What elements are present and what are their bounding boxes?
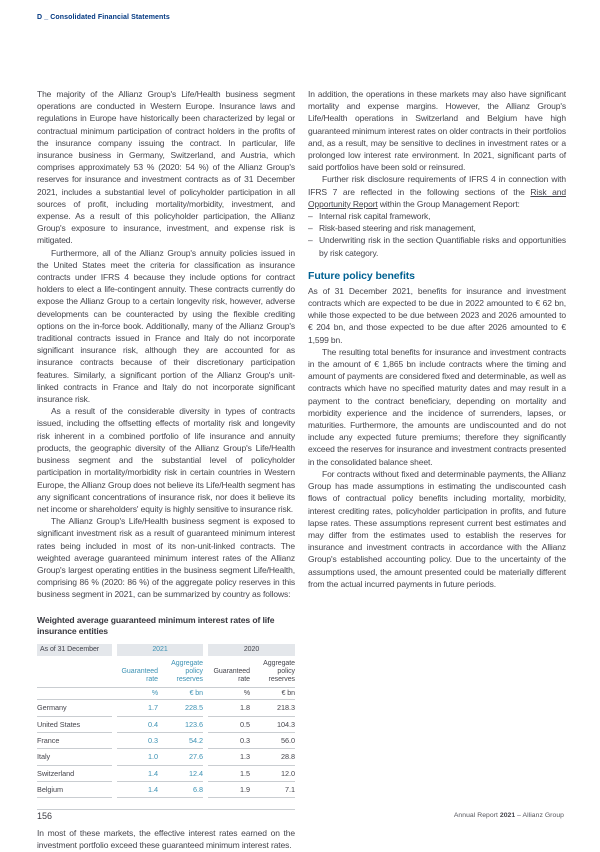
body-paragraph: As a result of the considerable diversity in types of contracts issued, including the offsetting effects of mortality risk and longevity risk inherent in a combined portfolio of life insurance and annuity products, the geographic diversity of the Allianz Group's Life/Health business segment and the substantial level of policyholder participation in mortality/morbidity risk in certain countries in Western Europe, the Allianz Group does not believe its Life/Health segment has any significant concentrations of insurance risk, nor does it believe its net income or shareholders' equity is highly sensitive to insurance risk. <box>37 406 295 514</box>
cell-france-rate-2021: 0.3 <box>117 733 158 749</box>
row-label-united-states: United States <box>37 717 112 733</box>
cell-germany-rate-2021: 1.7 <box>117 700 158 716</box>
table-as-of-label: As of 31 December <box>37 644 112 656</box>
cell-switzerland-rate-2021: 1.4 <box>117 766 158 782</box>
cell-germany-reserves-2021: 228.5 <box>158 700 203 716</box>
table-title: Weighted average guaranteed minimum interest rates of life insurance entities <box>37 614 275 636</box>
body-paragraph: The resulting total benefits for insurance and investment contracts in the amount of € 1,865 bn include contracts where the timing and amount of payments are considered fixed and determinable, as well as contracts which have no specified maturity dates and may result in a payment to the contract beneficiary, depending on mortality and morbidity experience and the incidence of surrenders, lapses, or maturities. Furthermore, the amounts are undiscounted and do not include any expected future premiums; therefore they significantly exceed the reserves for insurance and investment contracts presented in the consolidated balance sheet. <box>308 346 566 467</box>
row-label-switzerland: Switzerland <box>37 766 112 782</box>
body-paragraph: Furthermore, all of the Allianz Group's annuity policies issued in the United States meet the criteria for classification as insurance contracts under IFRS 4 because they include options for contract holders to elect a life-contingent annuity. These contracts currently do expose the Allianz Group to a certain longevity risk, however, adverse developments can be counteracted by using the flexible crediting options on the in-force book. Additionally, many of the Allianz Group's traditional contracts issued in France and Italy do not incorporate significant insurance risk, although they are accounted for as insurance contracts because of their discretionary participation features. Similarly, a significant portion of the Allianz Group's unit-linked contracts in France and Italy do not incorporate significant insurance risk. <box>37 247 295 405</box>
cell-switzerland-reserves-2020: 12.0 <box>250 766 295 782</box>
list-item <box>308 234 566 258</box>
row-label-italy: Italy <box>37 749 112 765</box>
col-header-guaranteed-rate-2021: Guaranteed rate <box>121 667 158 684</box>
table-year-2020: 2020 <box>208 644 295 656</box>
footer-report-label <box>454 812 564 819</box>
body-paragraph: The majority of the Allianz Group's Life/Health business segment operations are conducted in Western Europe. Insurance laws and regulations in Europe have historically been characterized by legal or contractual minimum participation of contract holders in the profits of the insurance company issuing the contract. In particular, life insurance business in Germany, Switzerland, and Austria, which comprises approximately 53 % (2020: 54 %) of the Allianz Group's reserves for insurance and investment contracts as of 31 December 2021, includes a substantial level of policyholder participation in all sources of profit, including mortality/morbidity, investment, and expense. As a result of this policyholder participation, the Allianz Group's exposure to insurance, investment, and expense risk is mitigated. <box>37 89 295 246</box>
row-label-germany: Germany <box>37 700 112 716</box>
cell-us-reserves-2020: 104.3 <box>250 717 295 733</box>
col-header-aggregate-reserves-2020: Aggregate policy reserves <box>263 659 295 684</box>
paragraph-text: within the Group Management Report: <box>377 198 520 209</box>
list-item <box>308 210 566 222</box>
cell-us-reserves-2021: 123.6 <box>158 717 203 733</box>
footer-text: – Allianz Group <box>515 812 564 819</box>
cell-belgium-reserves-2020: 7.1 <box>250 782 295 798</box>
cell-italy-reserves-2021: 27.6 <box>158 749 203 765</box>
body-paragraph: In addition, the operations in these markets may also have significant mortality and expense margins. However, the Allianz Group's Life/Health operations in Switzerland and Belgium have high guaranteed minimum interest rates on older contracts in their portfolios and, as a result, may be sensitive to declines in investment rates or a prolonged low interest rate environment. In 2021, significant parts of said portfolios have been sold or reinsured. <box>308 89 566 173</box>
list-item-text: Risk-based steering and risk management, <box>319 223 476 234</box>
body-paragraph: The Allianz Group's Life/Health business segment is exposed to significant investment risk as a result of guaranteed minimum interest rates being included in most of its non-unit-linked contracts. The weighted average guaranteed minimum interest rates of the Allianz Group's largest operating entities in the business segment Life/Health, comprising 86 % (2020: 86 %) of the aggregate policy reserves in this business segment in 2021, can be summarized by country as follows: <box>37 516 295 600</box>
cell-italy-rate-2021: 1.0 <box>117 749 158 765</box>
dash-bullet: – <box>308 211 313 222</box>
cell-germany-reserves-2020: 218.3 <box>250 700 295 716</box>
dash-bullet: – <box>308 223 313 234</box>
page-number: 156 <box>37 811 53 821</box>
unit-eur-bn-2020: € bn <box>250 687 295 700</box>
interest-rates-table <box>37 644 295 811</box>
body-paragraph <box>308 173 566 210</box>
body-paragraph: For contracts without fixed and determinable payments, the Allianz Group has made assumptions in estimating the undiscounted cash flows of contractual policy benefits including mortality, morbidity, interest crediting rates, policyholder participation in profits, and future lapse rates. These assumptions represent current best estimates and may differ from the estimates used to establish the reserves for insurance and investment contracts in accordance with the Allianz Group's established accounting policy. Due to the uncertainty of the assumptions used, the amount presented could be materially different from the actual incurred payments in future periods. <box>308 468 566 589</box>
cell-switzerland-reserves-2021: 12.4 <box>158 766 203 782</box>
list-item-text: Underwriting risk in the section Quantifiable risks and opportunities by risk category. <box>319 235 566 258</box>
body-paragraph: As of 31 December 2021, benefits for insurance and investment contracts which are expected to be due in 2022 amounted to € 62 bn, while those expected to be due between 2023 and 2026 amounted to € 204 bn, and those expected to be due after 2026 amounted to € 1,599 bn. <box>308 285 566 345</box>
table-year-2021: 2021 <box>117 644 203 656</box>
cell-belgium-rate-2021: 1.4 <box>117 782 158 798</box>
footer-text: Annual Report <box>453 812 500 819</box>
left-column <box>37 88 295 852</box>
dash-bullet: – <box>308 235 313 246</box>
unit-percent-2020: % <box>208 687 250 700</box>
table-bottom-rule <box>37 798 295 810</box>
footer-year: 2021 <box>499 812 516 819</box>
row-label-belgium: Belgium <box>37 782 112 798</box>
cell-belgium-rate-2020: 1.9 <box>208 782 250 798</box>
unit-cell <box>37 687 112 700</box>
cell-us-rate-2021: 0.4 <box>117 717 158 733</box>
cell-france-rate-2020: 0.3 <box>208 733 250 749</box>
table-spacer <box>37 656 112 688</box>
cell-us-rate-2020: 0.5 <box>208 717 250 733</box>
cell-france-reserves-2021: 54.2 <box>158 733 203 749</box>
list-item <box>308 222 566 234</box>
cell-italy-reserves-2020: 28.8 <box>250 749 295 765</box>
cell-belgium-reserves-2021: 6.8 <box>158 782 203 798</box>
section-heading-future-policy-benefits: Future policy benefits <box>308 269 415 282</box>
cell-france-reserves-2020: 56.0 <box>250 733 295 749</box>
list-item-text: Internal risk capital framework, <box>319 211 431 222</box>
col-header-guaranteed-rate-2020: Guaranteed rate <box>213 667 250 684</box>
col-header-aggregate-reserves-2021: Aggregate policy reserves <box>171 659 203 684</box>
body-paragraph: In most of these markets, the effective interest rates earned on the investment portfolio exceed these guaranteed minimum interest rates. <box>37 828 295 851</box>
section-breadcrumb: D _ Consolidated Financial Statements <box>37 14 170 21</box>
row-label-france: France <box>37 733 112 749</box>
unit-percent-2021: % <box>117 687 158 700</box>
bullet-list <box>308 210 566 259</box>
cell-italy-rate-2020: 1.3 <box>208 749 250 765</box>
cell-switzerland-rate-2020: 1.5 <box>208 766 250 782</box>
cell-germany-rate-2020: 1.8 <box>208 700 250 716</box>
paragraph-text: Further risk disclosure requirements of IFRS 4 in connection with IFRS 7 are reflected in the following sections of the <box>308 174 566 197</box>
unit-eur-bn-2021: € bn <box>158 687 203 700</box>
risk-opportunity-report-link[interactable]: Risk and Opportunity Report <box>308 186 566 209</box>
right-column <box>308 88 566 590</box>
